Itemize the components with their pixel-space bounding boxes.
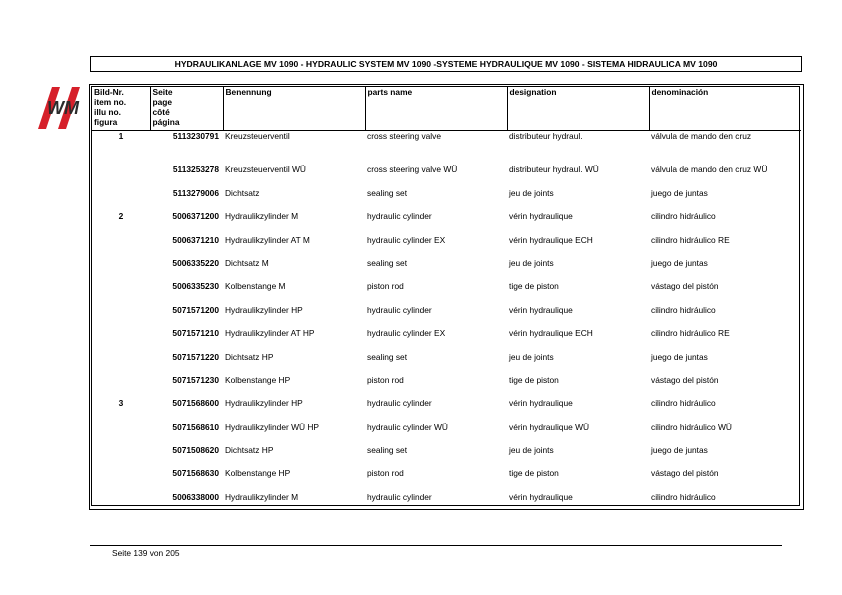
german-name: Dichtsatz HP — [225, 351, 274, 362]
german-name: Hydraulikzylinder HP — [225, 398, 303, 409]
table-row — [92, 305, 801, 328]
part-number: 5071571220 — [172, 351, 219, 362]
english-name: hydraulic cylinder — [367, 211, 432, 222]
german-name: Hydraulikzylinder M — [225, 491, 299, 502]
spanish-name: cilindro hidráulico WÜ — [651, 421, 732, 432]
footer-divider — [90, 545, 782, 546]
part-number: 5071568600 — [172, 398, 219, 409]
figure-number — [92, 352, 150, 375]
german-name: Kolbenstange HP — [225, 468, 291, 479]
spanish-name: juego de juntas — [651, 445, 708, 456]
parts-table — [92, 87, 801, 515]
english-name: piston rod — [367, 468, 404, 479]
spanish-name: vástago del pistón — [651, 468, 719, 479]
part-number: 5006371200 — [172, 211, 219, 222]
figure-number: 3 — [118, 398, 124, 409]
document-title: HYDRAULIKANLAGE MV 1090 - HYDRAULIC SYSTEM MV 1090 -SYSTEME HYDRAULIQUE MV 1090 - SISTEMA HIDRAULICA MV 1090 — [90, 56, 802, 72]
header-page-line: côté — [152, 107, 170, 117]
header-figure-line: figura — [94, 117, 118, 127]
french-name: vérin hydraulique ECH — [509, 234, 593, 245]
figure-number: 1 — [118, 131, 124, 141]
part-number: 5113279006 — [172, 187, 219, 198]
header-figure-line: item no. — [94, 97, 127, 107]
french-name: tige de piston — [509, 281, 559, 292]
french-name: vérin hydraulique — [509, 398, 573, 409]
table-row — [92, 211, 801, 234]
english-name: hydraulic cylinder EX — [367, 234, 446, 245]
english-name: sealing set — [367, 445, 408, 456]
header-page-line: page — [152, 97, 173, 107]
spanish-name: válvula de mando den cruz WÜ — [651, 164, 768, 175]
part-number: 5071568630 — [172, 468, 219, 479]
table-row — [92, 398, 801, 421]
german-name: Dichtsatz HP — [225, 445, 274, 456]
french-name: vérin hydraulique — [509, 304, 573, 315]
parts-table-container — [91, 86, 800, 506]
part-number: 5071571230 — [172, 374, 219, 385]
part-number: 5113230791 — [172, 131, 219, 141]
spanish-name: cilindro hidráulico — [651, 211, 716, 222]
german-name: Kolbenstange HP — [225, 374, 291, 385]
spanish-name: juego de juntas — [651, 257, 708, 268]
part-number: 5071508620 — [172, 445, 219, 456]
figure-number: 2 — [118, 211, 124, 222]
french-name: jeu de joints — [509, 257, 554, 268]
header-english: parts name — [365, 87, 507, 131]
english-name: hydraulic cylinder — [367, 304, 432, 315]
english-name: piston rod — [367, 374, 404, 385]
french-name: distributeur hydraul. — [509, 131, 583, 141]
table-row — [92, 445, 801, 468]
german-name: Dichtsatz M — [225, 257, 269, 268]
table-row — [92, 328, 801, 351]
part-number: 5071571200 — [172, 304, 219, 315]
french-name: distributeur hydraul. WÜ — [509, 164, 599, 175]
table-row — [92, 281, 801, 304]
german-name: Kolbenstange M — [225, 281, 286, 292]
header-figure-line: Bild-Nr. — [94, 87, 124, 97]
french-name: jeu de joints — [509, 351, 554, 362]
table-row — [92, 235, 801, 258]
french-name: vérin hydraulique — [509, 491, 573, 502]
german-name: Hydraulikzylinder HP — [225, 304, 303, 315]
spanish-name: cilindro hidráulico — [651, 398, 716, 409]
figure-number — [92, 375, 150, 398]
english-name: hydraulic cylinder EX — [367, 328, 446, 339]
table-row — [92, 352, 801, 375]
figure-number — [92, 164, 150, 187]
table-row — [92, 164, 801, 187]
header-figure-line: illu no. — [94, 107, 121, 117]
german-name: Hydraulikzylinder WÜ HP — [225, 421, 320, 432]
french-name: jeu de joints — [509, 187, 554, 198]
table-header-row — [92, 87, 801, 131]
header-figure — [92, 87, 150, 131]
spanish-name: cilindro hidráulico RE — [651, 328, 730, 339]
figure-number — [92, 281, 150, 304]
header-german: Benennung — [223, 87, 365, 131]
figure-number — [92, 235, 150, 258]
part-number: 5006335230 — [172, 281, 219, 292]
logo-text: WM — [47, 98, 79, 118]
part-number: 5006371210 — [172, 234, 219, 245]
english-name: sealing set — [367, 187, 408, 198]
header-page — [150, 87, 223, 131]
header-page-line: Seite — [152, 87, 173, 97]
table-row — [92, 468, 801, 491]
table-row — [92, 188, 801, 211]
german-name: Dichtsatz — [225, 187, 260, 198]
french-name: tige de piston — [509, 468, 559, 479]
german-name: Kreuzsteuerventil WÜ — [225, 164, 306, 175]
table-row — [92, 375, 801, 398]
table-row — [92, 492, 801, 515]
table-row — [92, 131, 801, 165]
figure-number — [92, 188, 150, 211]
english-name: hydraulic cylinder — [367, 491, 432, 502]
english-name: piston rod — [367, 281, 404, 292]
english-name: cross steering valve — [367, 131, 442, 141]
french-name: vérin hydraulique WÜ — [509, 421, 590, 432]
figure-number — [92, 492, 150, 515]
english-name: sealing set — [367, 257, 408, 268]
table-body — [92, 131, 801, 516]
spanish-name: cilindro hidráulico — [651, 304, 716, 315]
figure-number — [92, 445, 150, 468]
header-page-line: página — [152, 117, 180, 127]
english-name: cross steering valve WÜ — [367, 164, 458, 175]
german-name: Hydraulikzylinder AT HP — [225, 328, 315, 339]
spanish-name: válvula de mando den cruz — [651, 131, 752, 141]
part-number: 5006338000 — [172, 491, 219, 502]
english-name: hydraulic cylinder — [367, 398, 432, 409]
german-name: Hydraulikzylinder M — [225, 211, 299, 222]
page-number: Seite 139 von 205 — [112, 548, 180, 558]
header-spanish: denominación — [649, 87, 801, 131]
part-number: 5071568610 — [172, 421, 219, 432]
figure-number — [92, 422, 150, 445]
figure-number — [92, 258, 150, 281]
german-name: Kreuzsteuerventil — [225, 131, 290, 141]
header-french: designation — [507, 87, 649, 131]
part-number: 5006335220 — [172, 257, 219, 268]
english-name: sealing set — [367, 351, 408, 362]
french-name: tige de piston — [509, 374, 559, 385]
spanish-name: vástago del pistón — [651, 374, 719, 385]
brand-logo — [38, 87, 88, 129]
spanish-name: cilindro hidráulico — [651, 491, 716, 502]
table-row — [92, 258, 801, 281]
spanish-name: juego de juntas — [651, 351, 708, 362]
french-name: vérin hydraulique — [509, 211, 573, 222]
german-name: Hydraulikzylinder AT M — [225, 234, 310, 245]
figure-number — [92, 305, 150, 328]
spanish-name: cilindro hidráulico RE — [651, 234, 730, 245]
figure-number — [92, 328, 150, 351]
spanish-name: vástago del pistón — [651, 281, 719, 292]
figure-number — [92, 468, 150, 491]
part-number: 5113253278 — [172, 164, 219, 175]
english-name: hydraulic cylinder WÜ — [367, 421, 448, 432]
part-number: 5071571210 — [172, 328, 219, 339]
french-name: vérin hydraulique ECH — [509, 328, 593, 339]
table-row — [92, 422, 801, 445]
french-name: jeu de joints — [509, 445, 554, 456]
spanish-name: juego de juntas — [651, 187, 708, 198]
